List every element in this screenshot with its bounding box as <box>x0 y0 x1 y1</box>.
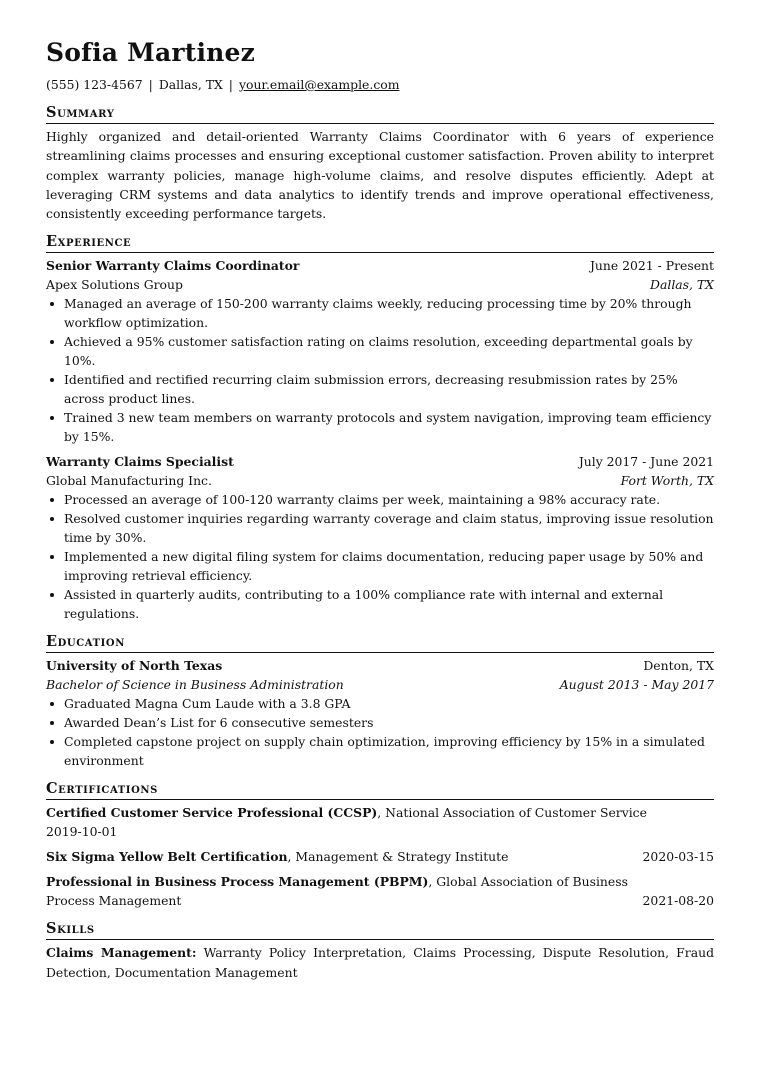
contact-separator: | <box>148 77 153 92</box>
certification-date: 2019-10-01 <box>46 824 118 840</box>
bullet-item: Awarded Dean’s List for 6 consecutive semesters <box>46 713 714 732</box>
degree: Bachelor of Science in Business Administration <box>46 677 344 693</box>
summary-text: Highly organized and detail-oriented Warranty Claims Coordinator with 6 years of experience streamlining claims processes and ensuring exceptional customer satisfaction. Proven ability to interpret complex warranty policies, manage high-volume claims, and resolve disputes efficiently. Adept at leveraging CRM systems and data analytics to identify trends and improve operational effectiveness, consistently exceeding performance targets. <box>46 129 714 222</box>
summary-section <box>46 103 714 223</box>
skill-category-label: Claims Management: <box>46 945 197 961</box>
job-bullets <box>46 294 714 446</box>
section-title-experience: Experience <box>46 232 714 253</box>
certification-name: Certified Customer Service Professional (CCSP) <box>46 805 378 821</box>
job-entry <box>46 256 714 446</box>
section-title-summary: Summary <box>46 103 714 124</box>
education-bullets <box>46 694 714 770</box>
job-location: Fort Worth, TX <box>620 473 714 489</box>
certification-name: Six Sigma Yellow Belt Certification <box>46 849 288 865</box>
certification-date: 2020-03-15 <box>642 849 714 865</box>
certification-issuer: , Management & Strategy Institute <box>287 849 509 865</box>
education-section <box>46 632 714 770</box>
location: Dallas, TX <box>158 77 223 92</box>
contact-separator: | <box>228 77 233 92</box>
certification-item <box>46 847 714 866</box>
education-dates: August 2013 - May 2017 <box>559 677 714 693</box>
section-title-certifications: Certifications <box>46 779 714 800</box>
school-location: Denton, TX <box>643 658 714 674</box>
certification-name: Professional in Business Process Management (PBPM) <box>46 874 429 890</box>
bullet-item: Assisted in quarterly audits, contributing to a 100% compliance rate with internal and external regulations. <box>46 585 714 623</box>
job-location: Dallas, TX <box>650 277 714 293</box>
certification-issuer: , National Association of Customer Service <box>377 805 647 821</box>
job-dates: June 2021 - Present <box>589 258 714 274</box>
job-bullets <box>46 490 714 623</box>
bullet-item: Implemented a new digital filing system for claims documentation, reducing paper usage by 50% and improving retrieval efficiency. <box>46 547 714 585</box>
bullet-item: Graduated Magna Cum Laude with a 3.8 GPA <box>46 694 714 713</box>
education-entry <box>46 656 714 770</box>
bullet-item: Resolved customer inquiries regarding warranty coverage and claim status, improving issue resolution time by 30%. <box>46 509 714 547</box>
certification-date: 2021-08-20 <box>642 893 714 909</box>
job-company: Apex Solutions Group <box>46 277 183 293</box>
bullet-item: Trained 3 new team members on warranty protocols and system navigation, improving team efficiency by 15%. <box>46 408 714 446</box>
bullet-item: Identified and rectified recurring claim submission errors, decreasing resubmission rates by 25% across product lines. <box>46 370 714 408</box>
experience-section <box>46 232 714 623</box>
job-company: Global Manufacturing Inc. <box>46 473 212 489</box>
phone-number: (555) 123-4567 <box>46 77 143 92</box>
bullet-item: Processed an average of 100-120 warranty claims per week, maintaining a 98% accuracy rate. <box>46 490 714 509</box>
job-role: Warranty Claims Specialist <box>46 454 234 470</box>
skills-line <box>46 943 714 982</box>
certification-issuer: , Global Association of Business Process Management <box>46 874 628 909</box>
email-link[interactable]: your.email@example.com <box>238 77 400 92</box>
bullet-item: Completed capstone project on supply chain optimization, improving efficiency by 15% in a simulated environment <box>46 732 714 770</box>
job-dates: July 2017 - June 2021 <box>578 454 714 470</box>
skill-list: Warranty Policy Interpretation, Claims Processing, Dispute Resolution, Fraud Detection, Documentation Management <box>46 945 714 980</box>
section-title-skills: Skills <box>46 919 714 940</box>
certification-item <box>46 872 714 910</box>
candidate-name: Sofia Martinez <box>46 38 256 67</box>
certifications-section <box>46 779 714 910</box>
contact-line <box>46 76 714 94</box>
bullet-item: Managed an average of 150-200 warranty claims weekly, reducing processing time by 20% through workflow optimization. <box>46 294 714 332</box>
bullet-item: Achieved a 95% customer satisfaction rating on claims resolution, exceeding departmental goals by 10%. <box>46 332 714 370</box>
skills-section <box>46 919 714 982</box>
certification-item <box>46 803 714 841</box>
resume-content <box>46 36 714 982</box>
job-role: Senior Warranty Claims Coordinator <box>46 258 300 274</box>
section-title-education: Education <box>46 632 714 653</box>
job-entry <box>46 452 714 623</box>
school-name: University of North Texas <box>46 658 223 674</box>
